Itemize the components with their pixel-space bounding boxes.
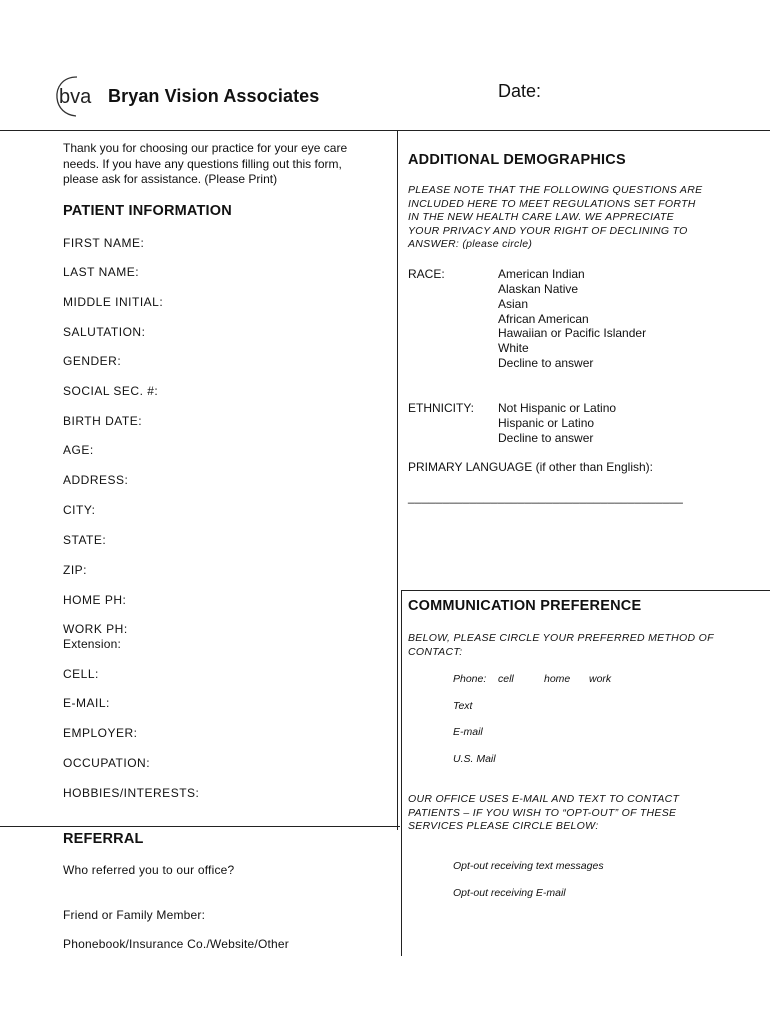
date-label: Date: bbox=[498, 81, 542, 101]
demographics-title: ADDITIONAL DEMOGRAPHICS bbox=[408, 152, 626, 168]
phone-option-cell[interactable]: cell bbox=[498, 673, 514, 685]
salutation-field[interactable]: SALUTATION: bbox=[63, 325, 146, 339]
contact-option-text[interactable]: Text bbox=[453, 700, 473, 712]
race-option-alaskan-native[interactable]: Alaskan Native bbox=[498, 282, 579, 296]
employer-field[interactable]: EMPLOYER: bbox=[63, 726, 138, 740]
ethnicity-option-hispanic[interactable]: Hispanic or Latino bbox=[498, 416, 595, 430]
phone-label: Phone: bbox=[453, 673, 487, 685]
referral-divider bbox=[0, 826, 400, 827]
brand-name: Bryan Vision Associates bbox=[108, 86, 320, 106]
address-field[interactable]: ADDRESS: bbox=[63, 473, 129, 487]
last-name-field[interactable]: LAST NAME: bbox=[63, 265, 140, 279]
contact-option-mail[interactable]: U.S. Mail bbox=[453, 753, 496, 765]
race-label: RACE: bbox=[408, 267, 445, 281]
cell-field[interactable]: CELL: bbox=[63, 667, 99, 681]
bva-logo bbox=[55, 74, 101, 118]
zip-field[interactable]: ZIP: bbox=[63, 563, 88, 577]
work-phone-field[interactable]: WORK PH: bbox=[63, 622, 128, 636]
primary-language-blank[interactable]: ________________________________________ bbox=[408, 490, 683, 504]
race-option-hawaiian-pacific-islander[interactable]: Hawaiian or Pacific Islander bbox=[498, 326, 647, 340]
race-option-white[interactable]: White bbox=[498, 341, 529, 355]
ethnicity-label: ETHNICITY: bbox=[408, 401, 475, 415]
column-divider-lower bbox=[401, 590, 402, 956]
referral-title: REFERRAL bbox=[63, 831, 144, 847]
email-field[interactable]: E-MAIL: bbox=[63, 696, 110, 710]
opt-out-email-option[interactable]: Opt-out receiving E-mail bbox=[453, 887, 566, 899]
logo-lettering: bva bbox=[59, 86, 92, 108]
communication-note: BELOW, PLEASE CIRCLE YOUR PREFERRED METHOD OF CONTACT: bbox=[408, 632, 714, 658]
middle-initial-field[interactable]: MIDDLE INITIAL: bbox=[63, 295, 164, 309]
social-security-field[interactable]: SOCIAL SEC. #: bbox=[63, 384, 159, 398]
first-name-field[interactable]: FIRST NAME: bbox=[63, 236, 145, 250]
home-phone-field[interactable]: HOME PH: bbox=[63, 593, 127, 607]
race-option-decline[interactable]: Decline to answer bbox=[498, 356, 594, 370]
referral-other-option[interactable]: Phonebook/Insurance Co./Website/Other bbox=[63, 937, 289, 951]
gender-field[interactable]: GENDER: bbox=[63, 354, 122, 368]
ethnicity-option-decline[interactable]: Decline to answer bbox=[498, 431, 594, 445]
hobbies-interests-field[interactable]: HOBBIES/INTERESTS: bbox=[63, 786, 200, 800]
referral-friend-field[interactable]: Friend or Family Member: bbox=[63, 908, 206, 922]
phone-option-home[interactable]: home bbox=[544, 673, 571, 685]
state-field[interactable]: STATE: bbox=[63, 533, 107, 547]
opt-out-text-option[interactable]: Opt-out receiving text messages bbox=[453, 860, 604, 872]
communication-divider bbox=[401, 590, 770, 591]
birth-date-field[interactable]: BIRTH DATE: bbox=[63, 414, 143, 428]
race-option-american-indian[interactable]: American Indian bbox=[498, 267, 585, 281]
age-field[interactable]: AGE: bbox=[63, 443, 94, 457]
contact-option-email[interactable]: E-mail bbox=[453, 726, 483, 738]
extension-field[interactable]: Extension: bbox=[63, 637, 122, 651]
column-divider-upper bbox=[397, 130, 398, 830]
phone-option-work[interactable]: work bbox=[589, 673, 612, 685]
race-option-asian[interactable]: Asian bbox=[498, 297, 529, 311]
intro-text: Thank you for choosing our practice for your eye care needs. If you have any questions filling out this form, please ask for assistance. (Please Print) bbox=[63, 141, 348, 186]
demographics-note: PLEASE NOTE THAT THE FOLLOWING QUESTIONS ARE INCLUDED HERE TO MEET REGULATIONS SET FORTH IN THE NEW HEALTH CARE LAW. WE APPRECIATE YOUR PRIVACY AND YOUR RIGHT OF DECLINING TO ANSWER: (please circle) bbox=[408, 184, 703, 250]
header-divider bbox=[0, 130, 770, 131]
referral-question: Who referred you to our office? bbox=[63, 863, 235, 877]
race-option-african-american[interactable]: African American bbox=[498, 312, 589, 326]
communication-title: COMMUNICATION PREFERENCE bbox=[408, 598, 642, 614]
patient-information-title: PATIENT INFORMATION bbox=[63, 203, 232, 219]
ethnicity-option-not-hispanic[interactable]: Not Hispanic or Latino bbox=[498, 401, 617, 415]
primary-language-label: PRIMARY LANGUAGE (if other than English): bbox=[408, 460, 653, 474]
occupation-field[interactable]: OCCUPATION: bbox=[63, 756, 151, 770]
opt-out-note: OUR OFFICE USES E-MAIL AND TEXT TO CONTACT PATIENTS – IF YOU WISH TO “OPT-OUT” OF THESE SERVICES PLEASE CIRCLE BELOW: bbox=[408, 793, 680, 832]
city-field[interactable]: CITY: bbox=[63, 503, 96, 517]
